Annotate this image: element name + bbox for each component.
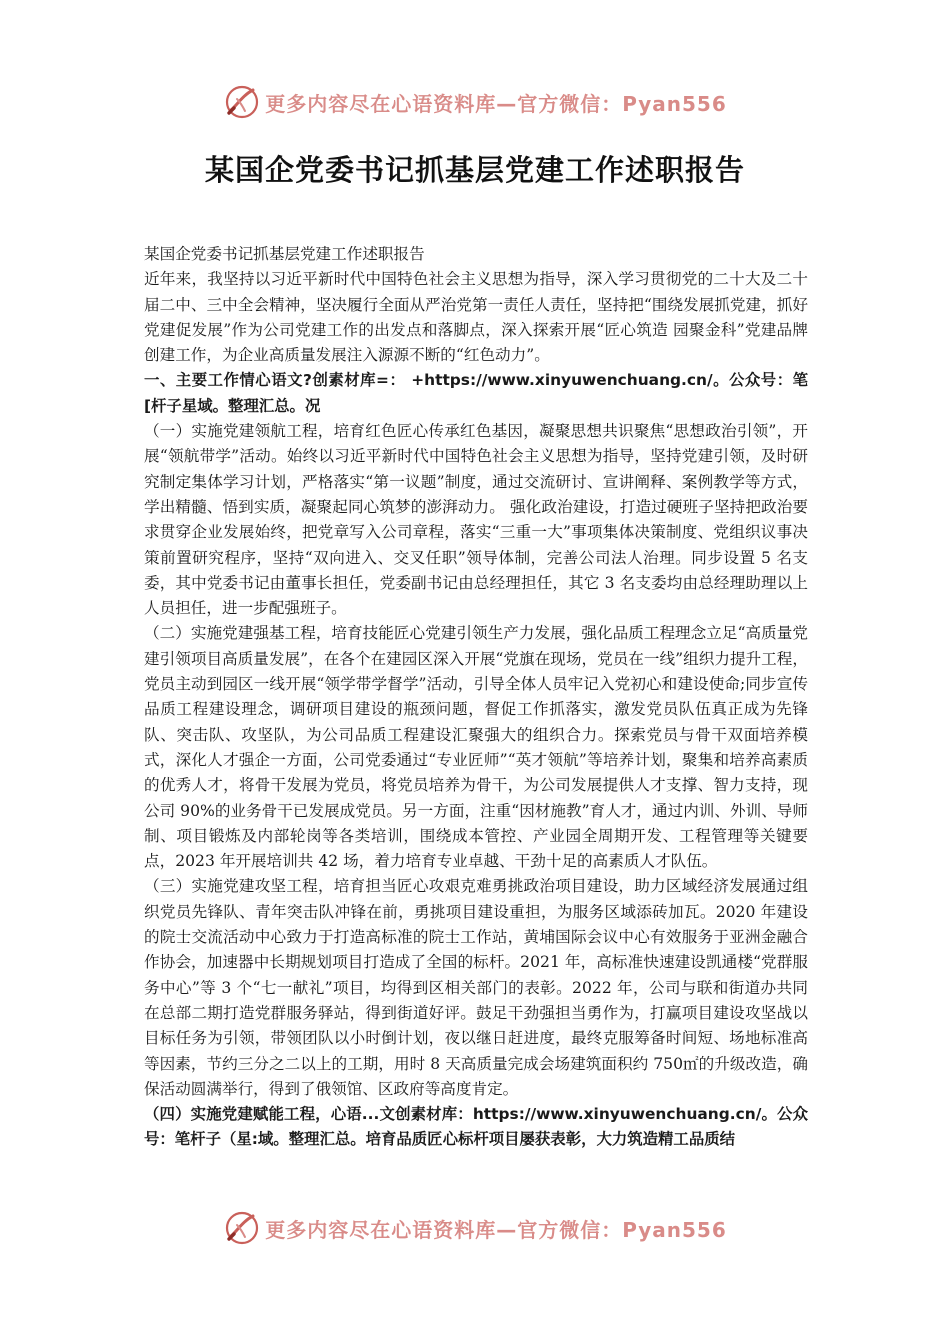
- paragraph-section-1: （一）实施党建领航工程，培育红色匠心传承红色基因，凝聚思想共识聚焦“思想政治引领”，开展“领航带学”活动。始终以习近平新时代中国特色社会主义思想为指导，坚持党建引领，及时研究制定集体学习计划，严格落实“第一议题”制度，通过交流研讨、宣讲阐释、案例教学等方式，学出精髓、悟到实质，凝聚起同心筑梦的澎湃动力。 强化政治建设，打造过硬班子坚持把政治要求贯穿企业发展始终，把党章写入公司章程，落实“三重一大”事项集体决策制度、党组织议事决策前置研究程序，坚持“双向进入、交叉任职”领导体制，完善公司法人治理。同步设置 5 名支委，其中党委书记由董事长担任，党委副书记由总经理担任，其它 3 名支委均由总经理助理以上人员担任，进一步配强班子。: [144, 422, 808, 618]
- section-heading: 一、主要工作情心语文?创素材库=： +https://www.xinyuwenchuang.cn/。公众号：笔[杆子星域。整理汇总。况: [144, 371, 808, 415]
- paragraph-section-2: （二）实施党建强基工程，培育技能匠心党建引领生产力发展，强化品质工程理念立足“高质量党建引领项目高质量发展”，在各个在建园区深入开展“党旗在现场，党员在一线”组织力提升工程，党员主动到园区一线开展“领学带学督学”活动，引导全体人员牢记入党初心和建设使命;同步宣传品质工程建设理念，调研项目建设的瓶颈问题，督促工作抓落实，激发党员队伍真正成为先锋队、突击队、攻坚队，为公司品质工程建设汇聚强大的组织合力。探索党员与骨干双面培养模式，深化人才强企一方面，公司党委通过“专业匠师”“英才领航”等培养计划，聚集和培养高素质的优秀人才，将骨干发展为党员，将党员培养为骨干，为公司发展提供人才支撑、智力支持，现公司 90%的业务骨干已发展成党员。另一方面，注重“因材施教”育人才，通过内训、外训、导师制、项目锻炼及内部轮岗等各类培训，围绕成本管控、产业园全周期开发、工程管理等关键要点，2023 年开展培训共 42 场，着力培育专业卓越、干劲十足的高素质人才队伍。: [144, 624, 808, 871]
- banner-text: 更多内容尽在心语资料库—官方微信：Pyan556: [265, 91, 727, 116]
- header-banner: [0, 80, 950, 124]
- banner-text: 更多内容尽在心语资料库—官方微信：Pyan556: [265, 1217, 727, 1242]
- pen-logo-icon: [223, 83, 261, 121]
- paragraph-section-4: （四）实施党建赋能工程，心语...文创素材库：https://www.xinyuwenchuang.cn/。公众号：笔杆子（星:域。整理汇总。培育品质匠心标杆项目屡获表彰，大力筑造精工品质结: [144, 1105, 808, 1149]
- intro-paragraph: 近年来，我坚持以习近平新时代中国特色社会主义思想为指导，深入学习贯彻党的二十大及二十届二中、三中全会精神，坚决履行全面从严治党第一责任人责任，坚持把“围绕发展抓党建，抓好党建促发展”作为公司党建工作的出发点和落脚点，深入探索开展“匠心筑造 园聚金科”党建品牌创建工作，为企业高质量发展注入源源不断的“红色动力”。: [144, 270, 808, 365]
- document-title: 某国企党委书记抓基层党建工作述职报告: [204, 153, 745, 187]
- pen-logo-icon: [223, 1209, 261, 1247]
- paragraph-section-3: （三）实施党建攻坚工程，培育担当匠心攻艰克难勇挑政治项目建设，助力区域经济发展通过组织党员先锋队、青年突击队冲锋在前，勇挑项目建设重担，为服务区域添砖加瓦。2020 年建设的院士交流活动中心致力于打造高标准的院士工作站，黄埔国际会议中心有效服务于亚洲金融合作协会，加速器中长期规划项目打造成了全国的标杆。2021 年，高标准快速建设凯通楼“党群服务中心”等 3 个“七一献礼”项目，均得到区相关部门的表彰。2022 年，公司与联和街道办共同在总部二期打造党群服务驿站，得到街道好评。鼓足干劲强担当勇作为，打赢项目建设攻坚战以目标任务为引领，带领团队以小时倒计划，夜以继日赶进度，最终克服筹备时间短、场地标准高等因素，节约三分之二以上的工期，用时 8 天高质量完成会场建筑面积约 750㎡的升级改造，确保活动圆满举行，得到了俄领馆、区政府等高度肯定。: [144, 877, 808, 1098]
- document-body: [144, 242, 808, 1153]
- body-subtitle: 某国企党委书记抓基层党建工作述职报告: [144, 245, 425, 263]
- footer-banner: [0, 1206, 950, 1250]
